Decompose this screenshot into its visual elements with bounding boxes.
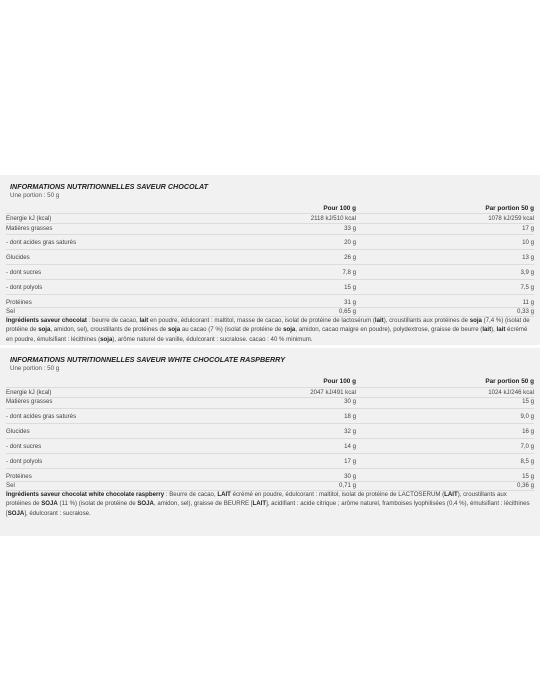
table-divider [6, 234, 534, 235]
ingredient-text-run: (7,4 %) (isolat de protéine de [6, 317, 530, 334]
row-value-portion: 0,36 g [517, 482, 534, 489]
row-label: - dont sucres [6, 269, 42, 276]
ingredient-highlight: soja [38, 326, 51, 334]
column-header-per-100g: Pour 100 g [323, 378, 356, 385]
row-value-portion: 11 g [522, 299, 534, 306]
ingredient-text-run: écrémé en poudre, émulsifiant : lécithines ( [6, 326, 528, 343]
row-value-100g: 7,8 g [342, 269, 356, 276]
table-divider [6, 408, 534, 409]
row-value-100g: 0,71 g [339, 482, 356, 489]
table-divider [6, 213, 534, 214]
row-value-portion: 15 g [522, 473, 534, 480]
row-value-portion: 13 g [522, 254, 534, 261]
row-value-100g: 2047 kJ/491 kcal [310, 389, 356, 396]
ingredient-highlight: Ingrédients saveur chocolat [6, 317, 87, 324]
column-header-per-portion: Par portion 50 g [485, 378, 534, 385]
ingredient-text-run: : Beurre de cacao, [164, 491, 218, 498]
ingredient-highlight: lait [496, 326, 506, 334]
ingredient-text-run: , amidon, cacao maigre en poudre), polydextrose, graisse de beurre ( [295, 326, 483, 334]
row-value-100g: 33 g [344, 225, 356, 232]
ingredient-highlight: LAIT [444, 491, 458, 498]
row-value-portion: 8,5 g [520, 458, 534, 465]
row-label: - dont acides gras saturés [6, 239, 77, 246]
ingredient-highlight: SOJA [41, 500, 58, 508]
ingredient-highlight: LAIT [217, 491, 231, 498]
row-value-portion: 9,0 g [520, 413, 534, 420]
ingredient-text-run: au cacao (7 %) (isolat de protéine de [180, 326, 284, 334]
column-header-per-100g: Pour 100 g [323, 205, 356, 212]
table-divider [6, 481, 534, 482]
ingredient-text-run: écrémé en poudre, édulcorant : maltitol, isolat de protéine de LACTOSERUM ( [230, 491, 445, 498]
table-divider [6, 307, 534, 308]
ingredient-text-run: ], acidifiant : acide citrique ; arôme naturel, framboises lyophilisées (0,4 %), émulsifiant : lécithines [ [6, 500, 530, 517]
table-divider [6, 468, 534, 469]
row-label: Energie kJ (kcal) [6, 215, 52, 222]
row-value-100g: 2118 kJ/510 kcal [310, 215, 356, 222]
row-label: Glucides [6, 428, 30, 435]
row-value-100g: 31 g [344, 299, 356, 306]
ingredient-text-run: ), [491, 326, 497, 334]
ingredient-highlight: LAIT [252, 500, 267, 508]
row-value-100g: 30 g [344, 398, 356, 405]
row-value-portion: 17 g [522, 225, 534, 232]
ingredient-highlight: SOJA [137, 500, 154, 508]
table-divider [6, 223, 534, 224]
table-divider [6, 453, 534, 454]
row-label: Energie kJ (kcal) [6, 389, 52, 396]
ingredient-text-run: ), croustillants aux protéines de [6, 491, 507, 508]
ingredient-highlight: lait [374, 317, 384, 324]
ingredients-text [6, 490, 532, 518]
ingredient-highlight: soja [283, 326, 296, 334]
row-value-portion: 1024 kJ/246 kcal [488, 389, 534, 396]
row-label: - dont polyols [6, 284, 43, 291]
row-value-100g: 0,65 g [339, 308, 356, 315]
row-label: - dont acides gras saturés [6, 413, 77, 420]
row-value-100g: 32 g [344, 428, 356, 435]
row-label: Protéines [6, 473, 32, 480]
table-divider [6, 294, 534, 295]
ingredient-highlight: soja [167, 326, 181, 334]
ingredient-text-run: (11 %) (isolat de protéine de [57, 500, 138, 508]
ingredient-text-run: ), croustillants aux protéines de [383, 317, 470, 324]
row-value-portion: 3,9 g [520, 269, 534, 276]
row-value-portion: 15 g [522, 398, 534, 405]
table-divider [6, 387, 534, 388]
ingredient-highlight: soja [100, 335, 113, 343]
row-label: Protéines [6, 299, 32, 306]
table-divider [6, 438, 534, 439]
row-label: Glucides [6, 254, 30, 261]
row-value-100g: 14 g [344, 443, 356, 450]
row-label: - dont sucres [6, 443, 42, 450]
row-value-portion: 10 g [522, 239, 534, 246]
section-title: INFORMATIONS NUTRITIONNELLES SAVEUR CHOCOLAT [10, 182, 209, 191]
row-label: Matières grasses [6, 225, 53, 232]
column-header-per-portion: Par portion 50 g [485, 205, 534, 212]
row-label: Sel [6, 482, 15, 489]
row-value-portion: 1078 kJ/259 kcal [488, 215, 534, 222]
ingredient-text-run: , amidon, sel), graisse de BEURRE [ [153, 500, 253, 508]
row-label: Matières grasses [6, 398, 53, 405]
portion-text: Une portion : 50 g [10, 365, 60, 372]
ingredient-highlight: lait [139, 317, 149, 324]
ingredients-text [6, 316, 532, 344]
ingredient-text-run: ], édulcorant : sucralose. [24, 509, 91, 517]
table-divider [6, 397, 534, 398]
row-value-100g: 15 g [344, 284, 356, 291]
table-divider [6, 279, 534, 280]
section-title: INFORMATIONS NUTRITIONNELLES SAVEUR WHITE CHOCOLATE RASPBERRY [10, 355, 285, 364]
ingredient-highlight: Ingrédients saveur chocolat white chocolate raspberry [6, 491, 165, 498]
portion-text: Une portion : 50 g [10, 192, 60, 199]
row-value-portion: 7,5 g [520, 284, 534, 291]
ingredient-text-run: en poudre, édulcorant : maltitol, masse de cacao, isolat de protéine de lactosérum ( [148, 317, 375, 324]
row-value-portion: 16 g [522, 428, 534, 435]
ingredient-text-run: ), arôme naturel de vanille, édulcorant : sucralose. cacao : 40 % minimum. [112, 335, 313, 343]
ingredient-text-run: : beurre de cacao, [86, 317, 140, 324]
row-label: Sel [6, 308, 15, 315]
row-value-portion: 7,0 g [520, 443, 534, 450]
ingredient-highlight: SOJA [7, 509, 25, 517]
ingredient-highlight: lait [482, 326, 492, 334]
table-divider [6, 249, 534, 250]
row-value-100g: 30 g [344, 473, 356, 480]
row-value-100g: 26 g [344, 254, 356, 261]
row-value-100g: 17 g [344, 458, 356, 465]
ingredient-text-run: , amidon, sel), croustillants de protéines de [50, 326, 168, 334]
table-divider [6, 423, 534, 424]
ingredient-highlight: soja [469, 317, 482, 324]
table-divider [6, 264, 534, 265]
row-value-portion: 0,33 g [517, 308, 534, 315]
row-value-100g: 20 g [344, 239, 356, 246]
row-label: - dont polyols [6, 458, 43, 465]
row-value-100g: 18 g [344, 413, 356, 420]
